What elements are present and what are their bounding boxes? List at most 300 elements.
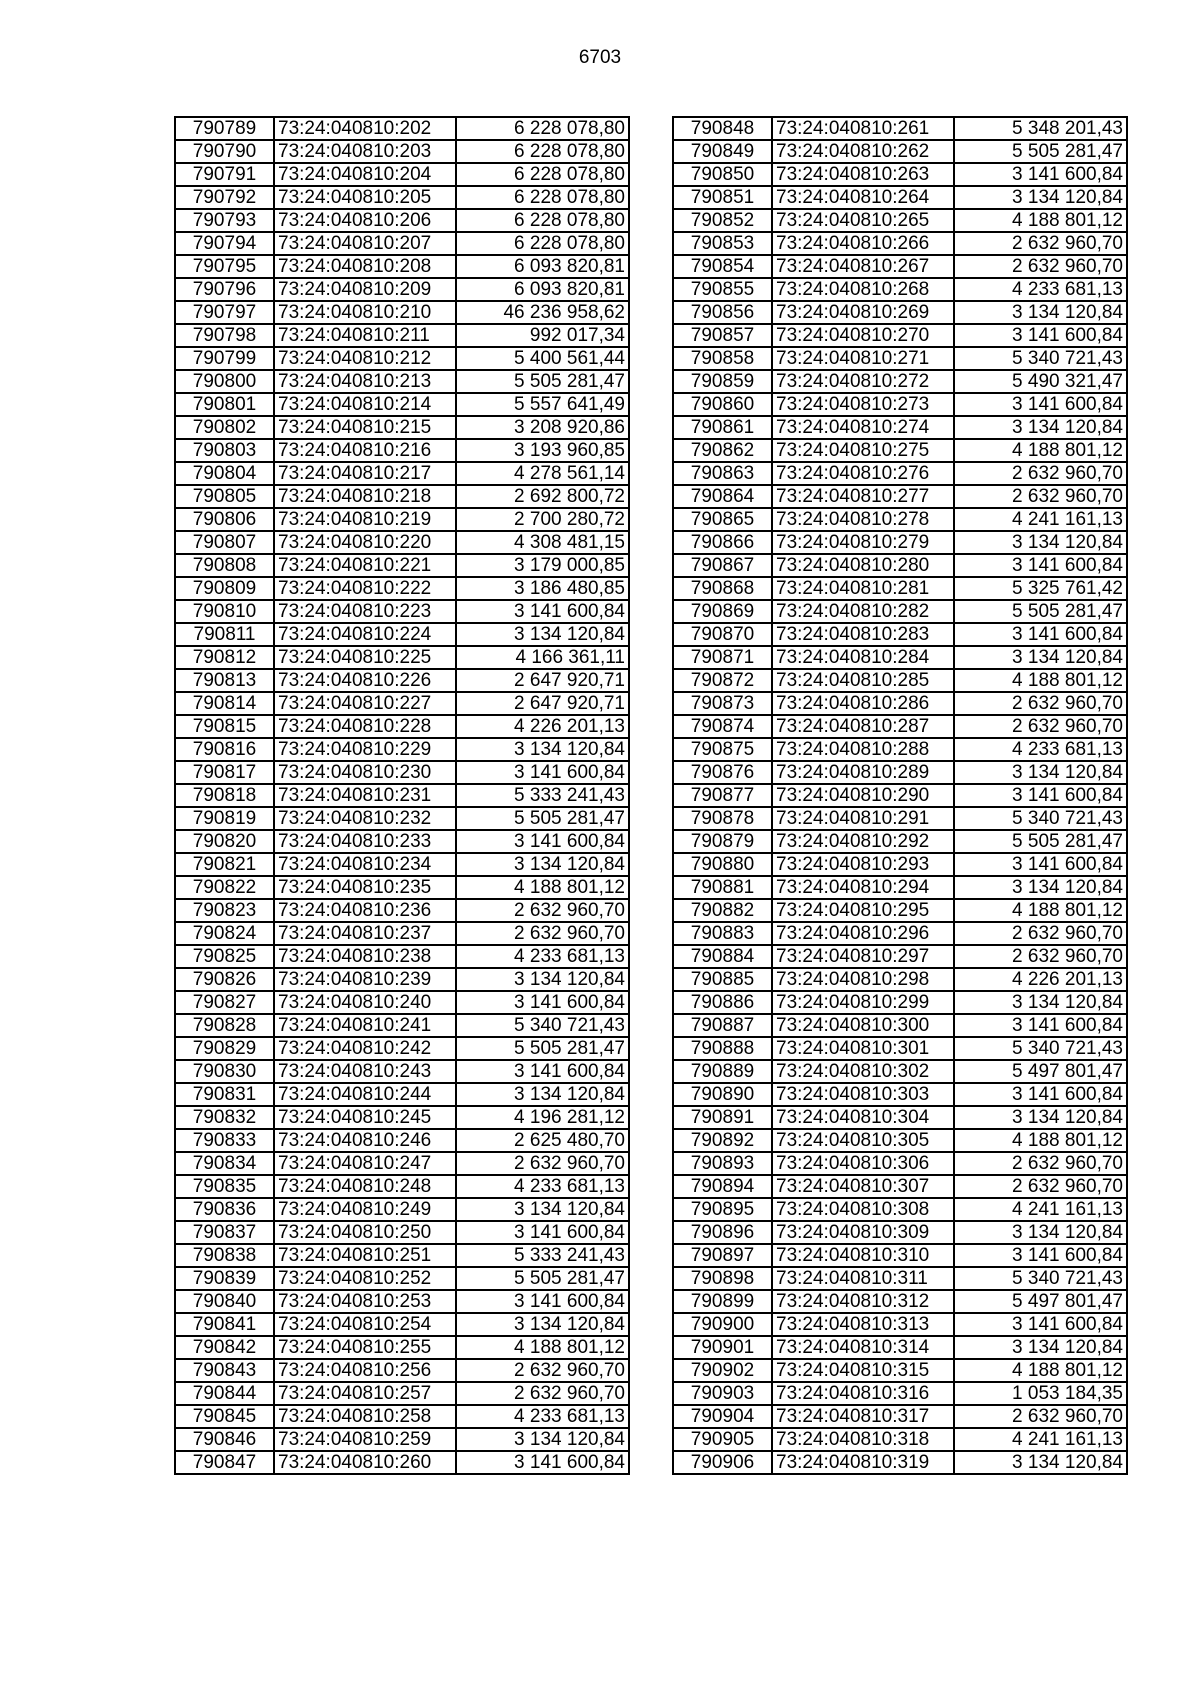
row-id-cell: 790802 bbox=[175, 416, 274, 439]
row-id-cell: 790856 bbox=[673, 301, 772, 324]
table-row bbox=[673, 370, 1127, 393]
cadastral-number-cell: 73:24:040810:221 bbox=[274, 554, 456, 577]
cadastral-number-cell: 73:24:040810:211 bbox=[274, 324, 456, 347]
cadastral-number-cell: 73:24:040810:262 bbox=[772, 140, 954, 163]
row-id-cell: 790857 bbox=[673, 324, 772, 347]
row-id-cell: 790886 bbox=[673, 991, 772, 1014]
table-row bbox=[673, 1290, 1127, 1313]
row-id-cell: 790882 bbox=[673, 899, 772, 922]
cadastral-number-cell: 73:24:040810:267 bbox=[772, 255, 954, 278]
value-cell: 5 340 721,43 bbox=[954, 1267, 1127, 1290]
table-row bbox=[175, 232, 629, 255]
cadastral-number-cell: 73:24:040810:276 bbox=[772, 462, 954, 485]
cadastral-number-cell: 73:24:040810:204 bbox=[274, 163, 456, 186]
table-row bbox=[673, 715, 1127, 738]
cadastral-number-cell: 73:24:040810:317 bbox=[772, 1405, 954, 1428]
table-row bbox=[673, 462, 1127, 485]
table-row bbox=[673, 738, 1127, 761]
value-cell: 4 188 801,12 bbox=[954, 209, 1127, 232]
table-row bbox=[175, 876, 629, 899]
cadastral-number-cell: 73:24:040810:246 bbox=[274, 1129, 456, 1152]
value-cell: 3 134 120,84 bbox=[456, 968, 629, 991]
cadastral-number-cell: 73:24:040810:307 bbox=[772, 1175, 954, 1198]
cadastral-number-cell: 73:24:040810:270 bbox=[772, 324, 954, 347]
value-cell: 2 692 800,72 bbox=[456, 485, 629, 508]
row-id-cell: 790870 bbox=[673, 623, 772, 646]
row-id-cell: 790901 bbox=[673, 1336, 772, 1359]
table-row bbox=[673, 554, 1127, 577]
cadastral-number-cell: 73:24:040810:280 bbox=[772, 554, 954, 577]
row-id-cell: 790875 bbox=[673, 738, 772, 761]
row-id-cell: 790903 bbox=[673, 1382, 772, 1405]
value-cell: 2 632 960,70 bbox=[954, 1175, 1127, 1198]
table-row bbox=[673, 209, 1127, 232]
value-cell: 3 141 600,84 bbox=[456, 1221, 629, 1244]
value-cell: 2 625 480,70 bbox=[456, 1129, 629, 1152]
table-row bbox=[673, 1106, 1127, 1129]
row-id-cell: 790799 bbox=[175, 347, 274, 370]
cadastral-number-cell: 73:24:040810:212 bbox=[274, 347, 456, 370]
cadastral-number-cell: 73:24:040810:274 bbox=[772, 416, 954, 439]
cadastral-number-cell: 73:24:040810:258 bbox=[274, 1405, 456, 1428]
value-cell: 46 236 958,62 bbox=[456, 301, 629, 324]
cadastral-number-cell: 73:24:040810:302 bbox=[772, 1060, 954, 1083]
value-cell: 4 188 801,12 bbox=[456, 1336, 629, 1359]
row-id-cell: 790846 bbox=[175, 1428, 274, 1451]
row-id-cell: 790877 bbox=[673, 784, 772, 807]
row-id-cell: 790853 bbox=[673, 232, 772, 255]
row-id-cell: 790829 bbox=[175, 1037, 274, 1060]
value-cell: 2 632 960,70 bbox=[954, 232, 1127, 255]
cadastral-number-cell: 73:24:040810:255 bbox=[274, 1336, 456, 1359]
cadastral-number-cell: 73:24:040810:277 bbox=[772, 485, 954, 508]
table-row bbox=[175, 922, 629, 945]
value-cell: 4 188 801,12 bbox=[954, 1129, 1127, 1152]
table-row bbox=[175, 1060, 629, 1083]
table-row bbox=[175, 1198, 629, 1221]
value-cell: 3 141 600,84 bbox=[456, 1060, 629, 1083]
table-row bbox=[175, 1336, 629, 1359]
value-cell: 6 093 820,81 bbox=[456, 278, 629, 301]
table-row bbox=[175, 462, 629, 485]
cadastral-number-cell: 73:24:040810:278 bbox=[772, 508, 954, 531]
value-cell: 4 233 681,13 bbox=[456, 1175, 629, 1198]
table-row bbox=[673, 140, 1127, 163]
value-cell: 3 141 600,84 bbox=[954, 163, 1127, 186]
table-row bbox=[175, 1152, 629, 1175]
value-cell: 3 141 600,84 bbox=[954, 1083, 1127, 1106]
cadastral-number-cell: 73:24:040810:300 bbox=[772, 1014, 954, 1037]
value-cell: 4 226 201,13 bbox=[456, 715, 629, 738]
cadastral-number-cell: 73:24:040810:247 bbox=[274, 1152, 456, 1175]
row-id-cell: 790793 bbox=[175, 209, 274, 232]
row-id-cell: 790869 bbox=[673, 600, 772, 623]
cadastral-number-cell: 73:24:040810:275 bbox=[772, 439, 954, 462]
value-cell: 6 228 078,80 bbox=[456, 117, 629, 140]
row-id-cell: 790789 bbox=[175, 117, 274, 140]
row-id-cell: 790896 bbox=[673, 1221, 772, 1244]
cadastral-number-cell: 73:24:040810:269 bbox=[772, 301, 954, 324]
table-row bbox=[673, 1382, 1127, 1405]
table-row bbox=[175, 531, 629, 554]
cadastral-number-cell: 73:24:040810:216 bbox=[274, 439, 456, 462]
row-id-cell: 790861 bbox=[673, 416, 772, 439]
table-row bbox=[175, 1014, 629, 1037]
value-cell: 3 141 600,84 bbox=[954, 1014, 1127, 1037]
value-cell: 3 134 120,84 bbox=[456, 738, 629, 761]
value-cell: 6 093 820,81 bbox=[456, 255, 629, 278]
row-id-cell: 790795 bbox=[175, 255, 274, 278]
table-row bbox=[673, 186, 1127, 209]
table-row bbox=[673, 393, 1127, 416]
row-id-cell: 790801 bbox=[175, 393, 274, 416]
row-id-cell: 790891 bbox=[673, 1106, 772, 1129]
table-row bbox=[673, 922, 1127, 945]
table-row bbox=[673, 646, 1127, 669]
value-cell: 3 134 120,84 bbox=[954, 1106, 1127, 1129]
cadastral-number-cell: 73:24:040810:218 bbox=[274, 485, 456, 508]
table-row bbox=[673, 1428, 1127, 1451]
cadastral-number-cell: 73:24:040810:236 bbox=[274, 899, 456, 922]
table-row bbox=[175, 278, 629, 301]
cadastral-number-cell: 73:24:040810:242 bbox=[274, 1037, 456, 1060]
cadastral-number-cell: 73:24:040810:234 bbox=[274, 853, 456, 876]
cadastral-number-cell: 73:24:040810:233 bbox=[274, 830, 456, 853]
table-row bbox=[673, 347, 1127, 370]
cadastral-number-cell: 73:24:040810:250 bbox=[274, 1221, 456, 1244]
row-id-cell: 790817 bbox=[175, 761, 274, 784]
value-cell: 3 134 120,84 bbox=[954, 646, 1127, 669]
row-id-cell: 790825 bbox=[175, 945, 274, 968]
row-id-cell: 790858 bbox=[673, 347, 772, 370]
row-id-cell: 790868 bbox=[673, 577, 772, 600]
cadastral-number-cell: 73:24:040810:306 bbox=[772, 1152, 954, 1175]
cadastral-number-cell: 73:24:040810:230 bbox=[274, 761, 456, 784]
row-id-cell: 790895 bbox=[673, 1198, 772, 1221]
row-id-cell: 790879 bbox=[673, 830, 772, 853]
cadastral-number-cell: 73:24:040810:309 bbox=[772, 1221, 954, 1244]
value-cell: 5 340 721,43 bbox=[954, 347, 1127, 370]
table-row bbox=[175, 899, 629, 922]
row-id-cell: 790859 bbox=[673, 370, 772, 393]
table-row bbox=[673, 439, 1127, 462]
value-cell: 2 632 960,70 bbox=[954, 485, 1127, 508]
row-id-cell: 790880 bbox=[673, 853, 772, 876]
table-row bbox=[673, 876, 1127, 899]
cadastral-number-cell: 73:24:040810:289 bbox=[772, 761, 954, 784]
value-cell: 2 632 960,70 bbox=[954, 945, 1127, 968]
row-id-cell: 790809 bbox=[175, 577, 274, 600]
cadastral-number-cell: 73:24:040810:252 bbox=[274, 1267, 456, 1290]
value-cell: 2 632 960,70 bbox=[954, 1405, 1127, 1428]
table-row bbox=[673, 1313, 1127, 1336]
value-cell: 3 134 120,84 bbox=[954, 1221, 1127, 1244]
value-cell: 6 228 078,80 bbox=[456, 232, 629, 255]
value-cell: 3 186 480,85 bbox=[456, 577, 629, 600]
value-cell: 5 505 281,47 bbox=[954, 830, 1127, 853]
value-cell: 5 490 321,47 bbox=[954, 370, 1127, 393]
table-row bbox=[673, 163, 1127, 186]
cadastral-number-cell: 73:24:040810:231 bbox=[274, 784, 456, 807]
value-cell: 3 134 120,84 bbox=[954, 531, 1127, 554]
cadastral-number-cell: 73:24:040810:248 bbox=[274, 1175, 456, 1198]
row-id-cell: 790847 bbox=[175, 1451, 274, 1474]
table-row bbox=[175, 853, 629, 876]
row-id-cell: 790803 bbox=[175, 439, 274, 462]
table-row bbox=[175, 485, 629, 508]
value-cell: 3 141 600,84 bbox=[456, 830, 629, 853]
cadastral-number-cell: 73:24:040810:256 bbox=[274, 1359, 456, 1382]
table-row bbox=[673, 416, 1127, 439]
value-cell: 6 228 078,80 bbox=[456, 140, 629, 163]
table-row bbox=[673, 807, 1127, 830]
table-row bbox=[175, 1037, 629, 1060]
value-cell: 4 241 161,13 bbox=[954, 1428, 1127, 1451]
row-id-cell: 790832 bbox=[175, 1106, 274, 1129]
table-row bbox=[175, 393, 629, 416]
data-table-left bbox=[174, 116, 630, 1475]
page-number: 6703 bbox=[578, 47, 622, 68]
cadastral-number-cell: 73:24:040810:308 bbox=[772, 1198, 954, 1221]
row-id-cell: 790794 bbox=[175, 232, 274, 255]
table-row bbox=[673, 117, 1127, 140]
cadastral-number-cell: 73:24:040810:305 bbox=[772, 1129, 954, 1152]
value-cell: 5 505 281,47 bbox=[954, 140, 1127, 163]
cadastral-number-cell: 73:24:040810:240 bbox=[274, 991, 456, 1014]
cadastral-number-cell: 73:24:040810:294 bbox=[772, 876, 954, 899]
value-cell: 3 134 120,84 bbox=[954, 1451, 1127, 1474]
value-cell: 3 141 600,84 bbox=[954, 393, 1127, 416]
table-row bbox=[673, 1129, 1127, 1152]
table-row bbox=[175, 1313, 629, 1336]
cadastral-number-cell: 73:24:040810:217 bbox=[274, 462, 456, 485]
row-id-cell: 790862 bbox=[673, 439, 772, 462]
value-cell: 3 134 120,84 bbox=[456, 623, 629, 646]
cadastral-number-cell: 73:24:040810:249 bbox=[274, 1198, 456, 1221]
row-id-cell: 790843 bbox=[175, 1359, 274, 1382]
cadastral-number-cell: 73:24:040810:291 bbox=[772, 807, 954, 830]
row-id-cell: 790850 bbox=[673, 163, 772, 186]
row-id-cell: 790840 bbox=[175, 1290, 274, 1313]
cadastral-number-cell: 73:24:040810:264 bbox=[772, 186, 954, 209]
cadastral-number-cell: 73:24:040810:224 bbox=[274, 623, 456, 646]
table-row bbox=[175, 1451, 629, 1474]
cadastral-number-cell: 73:24:040810:315 bbox=[772, 1359, 954, 1382]
row-id-cell: 790822 bbox=[175, 876, 274, 899]
row-id-cell: 790855 bbox=[673, 278, 772, 301]
value-cell: 2 632 960,70 bbox=[456, 899, 629, 922]
cadastral-number-cell: 73:24:040810:293 bbox=[772, 853, 954, 876]
table-row bbox=[175, 738, 629, 761]
value-cell: 3 141 600,84 bbox=[456, 600, 629, 623]
row-id-cell: 790881 bbox=[673, 876, 772, 899]
cadastral-number-cell: 73:24:040810:257 bbox=[274, 1382, 456, 1405]
row-id-cell: 790819 bbox=[175, 807, 274, 830]
value-cell: 4 188 801,12 bbox=[954, 439, 1127, 462]
value-cell: 3 134 120,84 bbox=[954, 1336, 1127, 1359]
value-cell: 4 233 681,13 bbox=[456, 1405, 629, 1428]
value-cell: 3 134 120,84 bbox=[456, 1198, 629, 1221]
cadastral-number-cell: 73:24:040810:319 bbox=[772, 1451, 954, 1474]
cadastral-number-cell: 73:24:040810:222 bbox=[274, 577, 456, 600]
value-cell: 4 196 281,12 bbox=[456, 1106, 629, 1129]
value-cell: 6 228 078,80 bbox=[456, 163, 629, 186]
table-row bbox=[175, 1359, 629, 1382]
row-id-cell: 790797 bbox=[175, 301, 274, 324]
value-cell: 5 348 201,43 bbox=[954, 117, 1127, 140]
table-row bbox=[673, 577, 1127, 600]
row-id-cell: 790813 bbox=[175, 669, 274, 692]
row-id-cell: 790898 bbox=[673, 1267, 772, 1290]
value-cell: 3 141 600,84 bbox=[954, 784, 1127, 807]
table-row bbox=[175, 370, 629, 393]
row-id-cell: 790830 bbox=[175, 1060, 274, 1083]
value-cell: 2 632 960,70 bbox=[456, 1152, 629, 1175]
value-cell: 5 340 721,43 bbox=[954, 807, 1127, 830]
row-id-cell: 790808 bbox=[175, 554, 274, 577]
cadastral-number-cell: 73:24:040810:261 bbox=[772, 117, 954, 140]
cadastral-number-cell: 73:24:040810:207 bbox=[274, 232, 456, 255]
row-id-cell: 790889 bbox=[673, 1060, 772, 1083]
value-cell: 5 400 561,44 bbox=[456, 347, 629, 370]
table-row bbox=[175, 186, 629, 209]
row-id-cell: 790812 bbox=[175, 646, 274, 669]
table-row bbox=[673, 324, 1127, 347]
table-row bbox=[673, 232, 1127, 255]
row-id-cell: 790807 bbox=[175, 531, 274, 554]
table-row bbox=[175, 669, 629, 692]
table-row bbox=[175, 1267, 629, 1290]
table-row bbox=[175, 1175, 629, 1198]
value-cell: 3 141 600,84 bbox=[456, 761, 629, 784]
cadastral-number-cell: 73:24:040810:237 bbox=[274, 922, 456, 945]
cadastral-number-cell: 73:24:040810:281 bbox=[772, 577, 954, 600]
cadastral-number-cell: 73:24:040810:296 bbox=[772, 922, 954, 945]
table-row bbox=[175, 761, 629, 784]
value-cell: 5 497 801,47 bbox=[954, 1060, 1127, 1083]
cadastral-number-cell: 73:24:040810:286 bbox=[772, 692, 954, 715]
row-id-cell: 790818 bbox=[175, 784, 274, 807]
value-cell: 3 193 960,85 bbox=[456, 439, 629, 462]
table-row bbox=[673, 600, 1127, 623]
table-row bbox=[673, 968, 1127, 991]
row-id-cell: 790792 bbox=[175, 186, 274, 209]
table-row bbox=[673, 1083, 1127, 1106]
row-id-cell: 790884 bbox=[673, 945, 772, 968]
value-cell: 6 228 078,80 bbox=[456, 186, 629, 209]
value-cell: 3 179 000,85 bbox=[456, 554, 629, 577]
row-id-cell: 790885 bbox=[673, 968, 772, 991]
row-id-cell: 790820 bbox=[175, 830, 274, 853]
table-row bbox=[175, 830, 629, 853]
row-id-cell: 790892 bbox=[673, 1129, 772, 1152]
cadastral-number-cell: 73:24:040810:220 bbox=[274, 531, 456, 554]
value-cell: 3 134 120,84 bbox=[456, 1313, 629, 1336]
table-row bbox=[175, 1083, 629, 1106]
cadastral-number-cell: 73:24:040810:299 bbox=[772, 991, 954, 1014]
table-row bbox=[175, 991, 629, 1014]
value-cell: 4 233 681,13 bbox=[456, 945, 629, 968]
table-row bbox=[673, 784, 1127, 807]
cadastral-number-cell: 73:24:040810:215 bbox=[274, 416, 456, 439]
cadastral-number-cell: 73:24:040810:271 bbox=[772, 347, 954, 370]
value-cell: 3 134 120,84 bbox=[954, 991, 1127, 1014]
row-id-cell: 790806 bbox=[175, 508, 274, 531]
table-row bbox=[673, 761, 1127, 784]
row-id-cell: 790876 bbox=[673, 761, 772, 784]
value-cell: 4 188 801,12 bbox=[954, 669, 1127, 692]
table-row bbox=[175, 1405, 629, 1428]
row-id-cell: 790796 bbox=[175, 278, 274, 301]
cadastral-number-cell: 73:24:040810:298 bbox=[772, 968, 954, 991]
row-id-cell: 790864 bbox=[673, 485, 772, 508]
cadastral-number-cell: 73:24:040810:228 bbox=[274, 715, 456, 738]
cadastral-number-cell: 73:24:040810:226 bbox=[274, 669, 456, 692]
cadastral-number-cell: 73:24:040810:245 bbox=[274, 1106, 456, 1129]
row-id-cell: 790831 bbox=[175, 1083, 274, 1106]
row-id-cell: 790816 bbox=[175, 738, 274, 761]
table-row bbox=[175, 715, 629, 738]
cadastral-number-cell: 73:24:040810:303 bbox=[772, 1083, 954, 1106]
table-row bbox=[175, 416, 629, 439]
cadastral-number-cell: 73:24:040810:301 bbox=[772, 1037, 954, 1060]
value-cell: 3 141 600,84 bbox=[456, 991, 629, 1014]
cadastral-number-cell: 73:24:040810:266 bbox=[772, 232, 954, 255]
cadastral-number-cell: 73:24:040810:318 bbox=[772, 1428, 954, 1451]
value-cell: 3 141 600,84 bbox=[954, 554, 1127, 577]
table-row bbox=[673, 1037, 1127, 1060]
value-cell: 2 632 960,70 bbox=[954, 462, 1127, 485]
table-row bbox=[175, 1428, 629, 1451]
row-id-cell: 790841 bbox=[175, 1313, 274, 1336]
row-id-cell: 790871 bbox=[673, 646, 772, 669]
table-row bbox=[175, 209, 629, 232]
table-row bbox=[175, 1106, 629, 1129]
row-id-cell: 790821 bbox=[175, 853, 274, 876]
row-id-cell: 790893 bbox=[673, 1152, 772, 1175]
table-row bbox=[673, 991, 1127, 1014]
row-id-cell: 790828 bbox=[175, 1014, 274, 1037]
table-row bbox=[175, 301, 629, 324]
cadastral-number-cell: 73:24:040810:285 bbox=[772, 669, 954, 692]
row-id-cell: 790834 bbox=[175, 1152, 274, 1175]
value-cell: 3 141 600,84 bbox=[954, 623, 1127, 646]
value-cell: 4 188 801,12 bbox=[954, 1359, 1127, 1382]
table-row bbox=[175, 1244, 629, 1267]
row-id-cell: 790845 bbox=[175, 1405, 274, 1428]
table-row bbox=[175, 945, 629, 968]
row-id-cell: 790851 bbox=[673, 186, 772, 209]
row-id-cell: 790838 bbox=[175, 1244, 274, 1267]
cadastral-number-cell: 73:24:040810:202 bbox=[274, 117, 456, 140]
table-row bbox=[673, 1221, 1127, 1244]
value-cell: 4 241 161,13 bbox=[954, 508, 1127, 531]
value-cell: 5 505 281,47 bbox=[456, 370, 629, 393]
table-row bbox=[673, 255, 1127, 278]
data-table-right bbox=[672, 116, 1128, 1475]
table-row bbox=[175, 163, 629, 186]
value-cell: 2 647 920,71 bbox=[456, 669, 629, 692]
value-cell: 2 632 960,70 bbox=[954, 922, 1127, 945]
value-cell: 4 278 561,14 bbox=[456, 462, 629, 485]
value-cell: 3 134 120,84 bbox=[954, 416, 1127, 439]
cadastral-number-cell: 73:24:040810:297 bbox=[772, 945, 954, 968]
table-row bbox=[175, 1382, 629, 1405]
cadastral-number-cell: 73:24:040810:244 bbox=[274, 1083, 456, 1106]
value-cell: 3 208 920,86 bbox=[456, 416, 629, 439]
value-cell: 3 134 120,84 bbox=[954, 186, 1127, 209]
value-cell: 5 333 241,43 bbox=[456, 784, 629, 807]
